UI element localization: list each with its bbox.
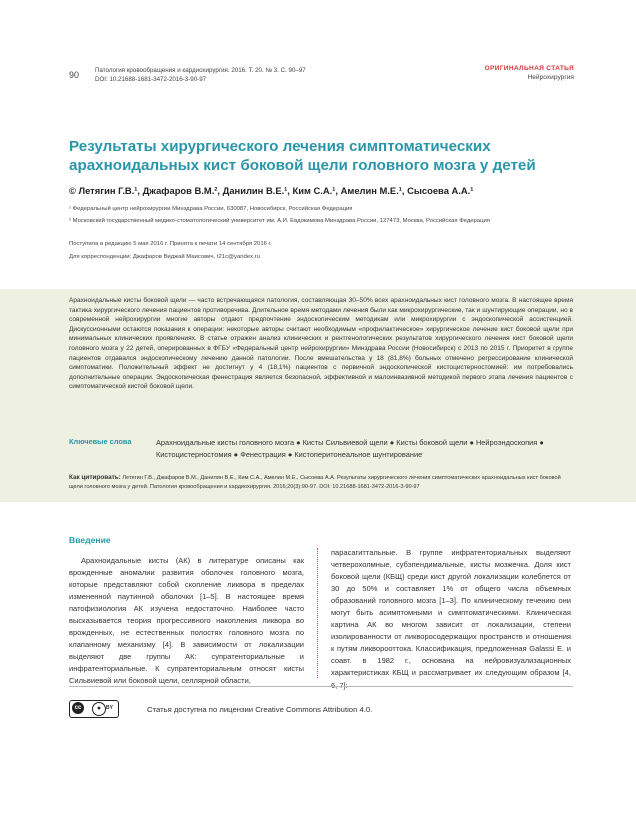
citation-label: Как цитировать: — [69, 474, 121, 481]
cc-icon: cc — [72, 702, 84, 714]
attribution-person-icon: ● — [92, 702, 106, 716]
article-title: Результаты хирургического лечения симптоматических арахноидальных кист боковой щели головного мозга у детей — [69, 138, 536, 174]
abstract-text: Арахноидальные кисты боковой щели — часто встречающаяся патология, составляющая 30–50% всех арахноидальных кист головного мозга. В настоящее время тактика хирургического лечения пациентов противоречива. Длительное время методами лечения были как микрохирургические, так и шунтирующие операции, но в современной нейрохирургии многие авторы отдают предпочтение эндоскопическим методикам или микрохирургии с эндоскопической ассистенцией. Дискуссионными остаются показания к операции: некоторые авторы считают необходимым «профилактическое» хирургическое лечение кист боковой щели при минимальных клинических проявлениях. В статье отражен анализ клинических и рентгенологических результатов хирургического лечения кист боковой щели головного мозга у 22 детей, оперированных в ФГБУ «Федеральный центр нейрохирургии» Минздрава России (Новосибирск) с 2013 по 2015 г. Приоритет в группе пациентов отдавался эндоскопическому лечению данной патологии. После вмешательства у 18 (81,8%) больных отмечено регрессирование клинической симптоматики. Положительный эффект не достигнут у 4 (18,1%) пациентов с первичной эндоскопической кистоцистерностомией: им потребовались дополнительные операции. Эндоскопическая фенестрация является безопасной, эффективной и малоинвазивной методикой первого этапа лечения пациентов с симптоматической кистой боковой щели. — [69, 297, 573, 391]
intro-right-column: парасагиттальные. В группе инфратенториальных выделяют четверохолмные, субэпендимальные, кисты мозжечка. Доля кист боковой щели (КБЩ) среди кист другой локализации колеблется от 30 до 50% и составляет 1% от общего числа объемных образований головного мозга [1–3]. По клиническому течению они могут быть асимптомными и симптоматическими. Клиническая картина АК во многом зависит от локализации, степени изолированности от ликворосодержащих пространств и отношения к путям ликворооттока. Классификация, предложенная Galassi E. и соавт. в 1982 г., основана на нейровизуализационных характеристиках КБЩ и рассматривает их следующим образом [4, 6, 7]: — [331, 548, 571, 690]
journal-doi[interactable]: DOI: 10.21688-1681-3472-2016-3-90-97 — [95, 76, 207, 83]
page-number: 90 — [69, 70, 80, 80]
journal-name: Патология кровообращения и кардиохирургия. 2016. Т. 20. № 3. С. 90–97 — [95, 67, 306, 74]
citation-text: Летягин Г.В., Джафаров В.М., Данилин В.Е., Ким С.А., Амелин М.Е., Сысоева А.А. Результаты хирургического лечения симптоматических арахноидальных кист боковой щели головного мозга у детей. Патология кровообращения и кардиохирургия. 2016;20(3):90-97. DOI: 10.21688-1681-3472-2016-3-90-97 — [69, 475, 561, 490]
license-text: Статья доступна по лицензии Creative Commons Attribution 4.0. — [147, 705, 373, 714]
section-label — [485, 64, 574, 82]
journal-citation — [95, 66, 395, 84]
citation-block — [69, 473, 574, 492]
intro-left-column: Арахноидальные кисты (АК) в литературе описаны как врожденные аномалии развития оболочек головного мозга, которые представляют собой скопление ликвора в пределах измененной паутинной оболочки [1–5]. В настоящее время патофизиология АК изучена недостаточно. Наиболее часто высказывается теория прогрессивного накопления ликвора во врожденных, не естественных полостях головного мозга по клапанному механизму [4]. В зависимости от локализации выделяют две группы АК: супратенториальные и инфратенториальные. К супратенториальным относят кисты Сильвиевой или боковой щели, селлярной области, — [69, 556, 304, 686]
article-type: ОРИГИНАЛЬНАЯ СТАТЬЯ — [484, 65, 574, 72]
correspondence: Для корреспонденции: Джафаров Виджай Маисович, t21c@yandex.ru — [69, 254, 260, 260]
affiliation-1: ¹ Федеральный центр нейрохирургии Минздрава России, 630087, Новосибирск, Российская Федерация — [69, 206, 353, 212]
intro-heading: Введение — [69, 535, 111, 545]
article-subsection: Нейрохирургия — [527, 74, 574, 81]
affiliation-2: ² Московский государственный медико-стоматологический университет им. А.И. Евдокимова Минздрава России, 127473, Москва, Российская Федерация — [69, 218, 490, 224]
keywords-label: Ключевые слова — [69, 437, 132, 446]
cc-license-badge[interactable] — [69, 700, 119, 718]
footer-rule — [69, 686, 573, 687]
author-list: © Летягин Г.В.¹, Джафаров В.М.², Данилин В.Е.¹, Ким С.А.¹, Амелин М.Е.¹, Сысоева А.А.¹ — [69, 185, 474, 196]
by-label: BY — [106, 705, 113, 711]
received-dates: Поступила в редакцию 5 мая 2016 г. Принята к печати 14 сентября 2016 г. — [69, 241, 272, 247]
keywords-list: Арахноидальные кисты головного мозга ● Кисты Сильвиевой щели ● Кисты боковой щели ● Нейроэндоскопия ● Кистоцистерностомия ● Фенестрация ● Кистоперитонеальное шунтирование — [156, 438, 544, 459]
column-divider — [317, 548, 318, 678]
